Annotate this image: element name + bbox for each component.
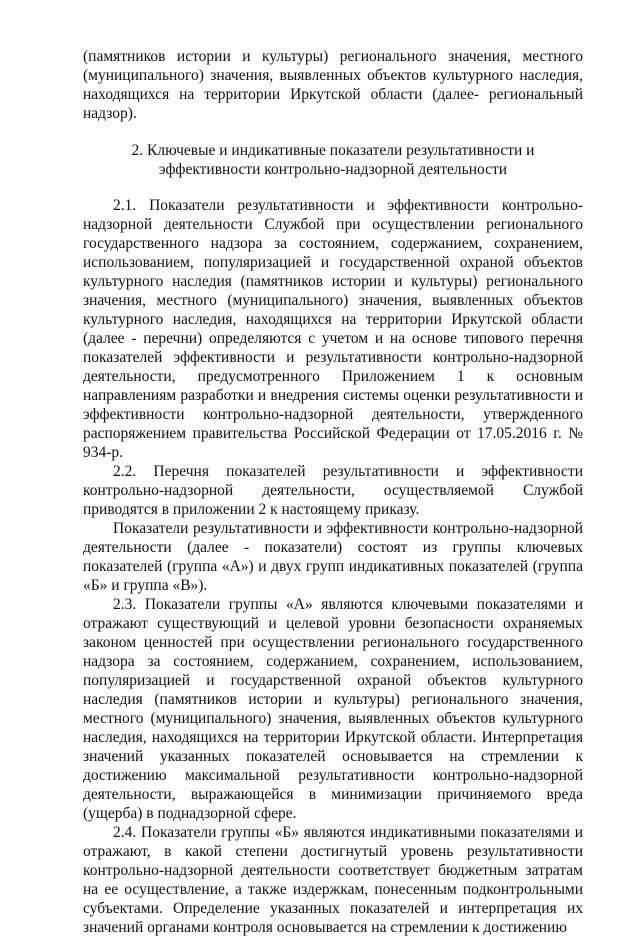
paragraph-2-1: 2.1. Показатели результативности и эффективности контрольно-надзорной деятельности Службой при осуществлении регионального государственного надзора за состоянием, содержанием, сохранением, использованием, популяризацией и государственной охраной объектов культурного наследия (памятников истории и культуры) регионального значения, местного (муниципального) значения, выявленных объектов культурного наследия, находящихся на территории Иркутской области (далее - перечни) определяются с учетом и на основе типового перечня показателей эффективности и результативности контрольно-надзорной деятельности, предусмотренного Приложением 1 к основным направлениям разработки и внедрения системы оценки результативности и эффективности контрольно-надзорной деятельности, утвержденного распоряжением правительства Российской Федерации от 17.05.2016 г. № 934-р.	[83, 197, 583, 461]
section-heading	[83, 141, 583, 179]
paragraph-2-3: 2.3. Показатели группы «А» являются ключевыми показателями и отражают существующий и целевой уровни безопасности охраняемых законом ценностей при осуществлении регионального государственного надзора за состоянием, содержанием, сохранением, использованием, популяризацией и государственной охраной объектов культурного наследия (памятников истории и культуры) регионального значения, местного (муниципального) значения, выявленных объектов культурного наследия, находящихся на территории Иркутской области. Интерпретация значений указанных показателей основывается на стремлении к достижению максимальной результативности контрольно-надзорной деятельности, выражающейся в минимизации причиняемого вреда (ущерба) в поднадзорной сфере.	[83, 596, 583, 822]
paragraph-indicators-groups: Показатели результативности и эффективности контрольно-надзорной деятельности (далее - показатели) состоят из группы ключевых показателей (группа «А») и двух групп индикативных показателей (группа «Б» и группа «В»).	[83, 520, 583, 594]
paragraph-2-2: 2.2. Перечня показателей результативности и эффективности контрольно-надзорной деятельности, осуществляемой Службой приводятся в приложении 2 к настоящему приказу.	[83, 463, 583, 518]
paragraph-2-4: 2.4. Показатели группы «Б» являются индикативными показателями и отражают, в какой степени достигнутый уровень результативности контрольно-надзорной деятельности соответствует бюджетным затратам на ее осуществление, а также издержкам, понесенным подконтрольными субъектами. Определение указанных показателей и интерпретация их значений органами контроля основывается на стремлении к достижению	[83, 824, 583, 936]
section-heading-line-2: эффективности контрольно-надзорной деятельности	[158, 161, 508, 178]
document-body	[83, 47, 583, 937]
section-heading-line-1: 2. Ключевые и индикативные показатели результативности и	[131, 142, 535, 159]
intro-paragraph: (памятников истории и культуры) регионального значения, местного (муниципального) значения, выявленных объектов культурного наследия, находящихся на территории Иркутской области (далее- региональный надзор).	[83, 48, 583, 122]
